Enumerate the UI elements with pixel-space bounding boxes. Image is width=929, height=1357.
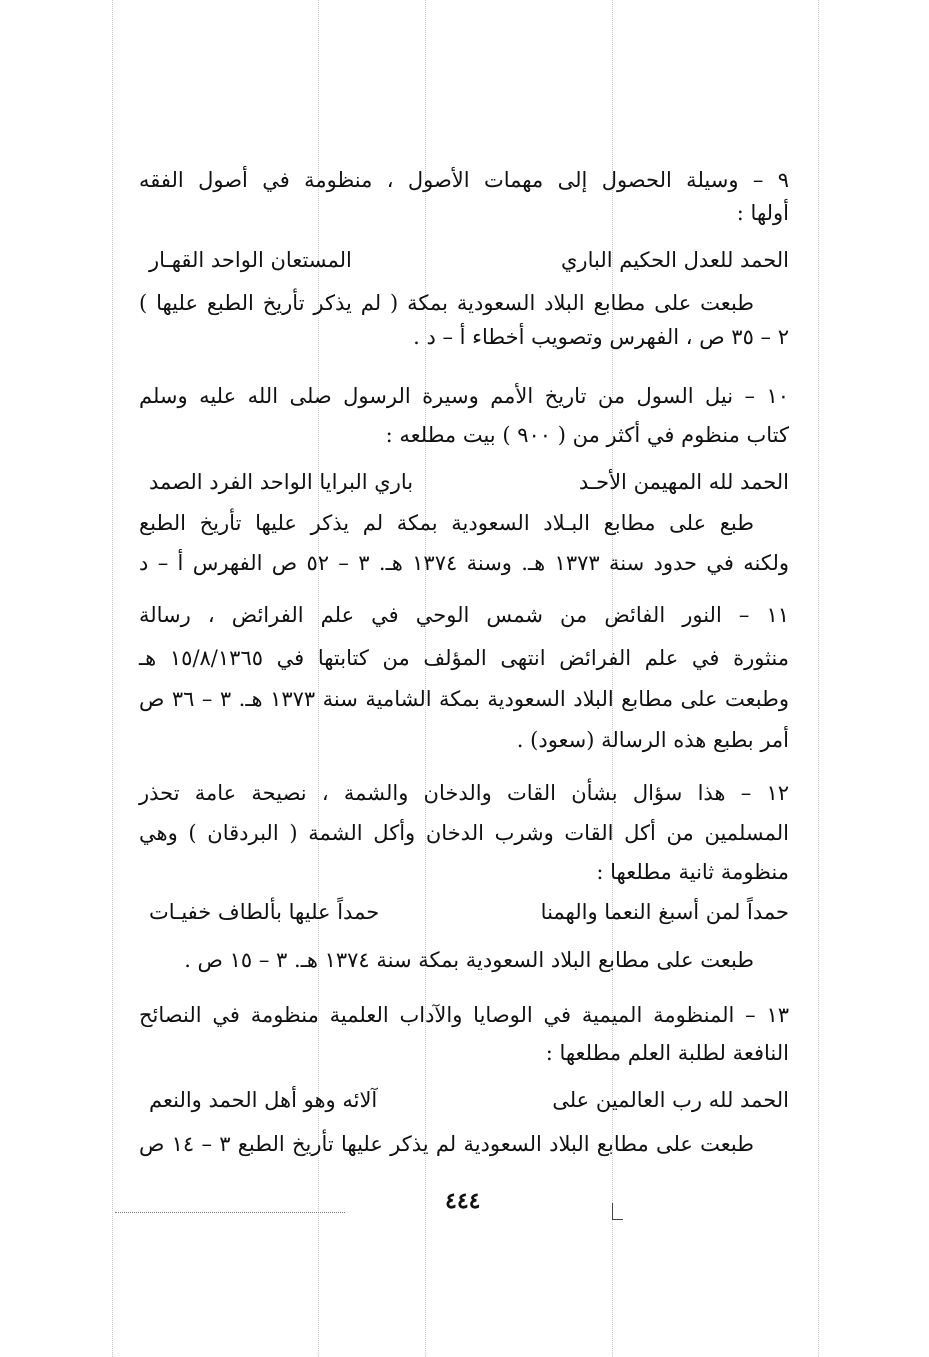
- entry-10-pages: ولكنه في حدود سنة ١٣٧٣ هـ. وسنة ١٣٧٤ هـ. ٣ – ٥٢ ص الفهرس أ – د: [139, 551, 789, 575]
- verse-first-hemistich: حمداً لمن أسبغ النعما والهمنا: [540, 900, 789, 924]
- verse-second-hemistich: المستعان الواحد القهـار: [149, 248, 352, 272]
- entry-12-title: ١٢ – هذا سؤال بشأن القات والدخان والشمة ، نصيحة عامة تحذر: [139, 781, 789, 805]
- corner-mark: [612, 1203, 623, 1220]
- verse-second-hemistich: آلائه وهو أهل الحمد والنعم: [149, 1088, 378, 1112]
- entry-10-print-info: طبع على مطابع البـلاد السعودية بمكة لم يذكر عليها تأريخ الطبع: [139, 511, 754, 535]
- entry-11-print-info: وطبعت على مطابع البلاد السعودية بمكة الشامية سنة ١٣٧٣ هـ. ٣ – ٣٦ ص: [139, 687, 789, 711]
- entry-13-verse: [149, 1085, 789, 1115]
- verse-first-hemistich: الحمد لله المهيمن الأحـد: [578, 470, 789, 494]
- entry-12-print-info: طبعت على مطابع البلاد السعودية بمكة سنة ١٣٧٤ هـ. ٣ – ١٥ ص .: [184, 948, 754, 972]
- entry-9-print-info: طبعت على مطابع البلاد السعودية بمكة ( لم يذكر تأريخ الطبع عليها ): [139, 291, 754, 315]
- entry-9-title: ٩ – وسيلة الحصول إلى مهمات الأصول ، منظومة في أصول الفقه: [139, 168, 789, 192]
- entry-11-note: أمر بطبع هذه الرسالة (سعود) .: [516, 728, 789, 752]
- verse-first-hemistich: الحمد لله رب العالمين على: [552, 1088, 789, 1112]
- entry-13-title: ١٣ – المنظومة الميمية في الوصايا والآداب العلمية منظومة في النصائح: [139, 1003, 789, 1027]
- entry-11-title: ١١ – النور الفائض من شمس الوحي في علم الفرائض ، رسالة: [139, 603, 789, 627]
- entry-11-desc: منثورة في علم الفرائض انتهى المؤلف من كتابتها في ١٥/٨/١٣٦٥ هـ: [139, 646, 790, 670]
- verse-first-hemistich: الحمد للعدل الحكيم الباري: [561, 248, 789, 272]
- entry-12-verse: [149, 897, 789, 927]
- page-number: ٤٤٤: [445, 1188, 481, 1214]
- entry-10-intro: كتاب منظوم في أكثر من ( ٩٠٠ ) بيت مطلعه :: [385, 423, 789, 447]
- scan-guide-line: [818, 0, 819, 1357]
- verse-second-hemistich: باري البرايا الواحد الفرد الصمد: [149, 470, 414, 494]
- entry-13-print-info: طبعت على مطابع البلاد السعودية لم يذكر عليها تأريخ الطبع ٣ – ١٤ ص: [139, 1132, 754, 1156]
- entry-9-verse: [149, 245, 789, 275]
- entry-9-intro: أولها :: [736, 201, 789, 225]
- entry-9-pages: ٢ – ٣٥ ص ، الفهرس وتصويب أخطاء أ – د .: [413, 325, 789, 349]
- entry-13-intro: النافعة لطلبة العلم مطلعها :: [545, 1041, 789, 1065]
- entry-10-verse: [149, 467, 789, 497]
- entry-10-title: ١٠ – نيل السول من تاريخ الأمم وسيرة الرسول صلى الله عليه وسلم: [139, 384, 789, 408]
- verse-second-hemistich: حمداً عليها بألطاف خفيـات: [149, 900, 380, 924]
- entry-12-desc: المسلمين من أكل القات وشرب الدخان وأكل الشمة ( البردقان ) وهي: [139, 821, 789, 845]
- entry-12-intro: منظومة ثانية مطلعها :: [596, 860, 789, 884]
- scan-guide-line: [112, 0, 113, 1357]
- footer-rule: [115, 1212, 345, 1213]
